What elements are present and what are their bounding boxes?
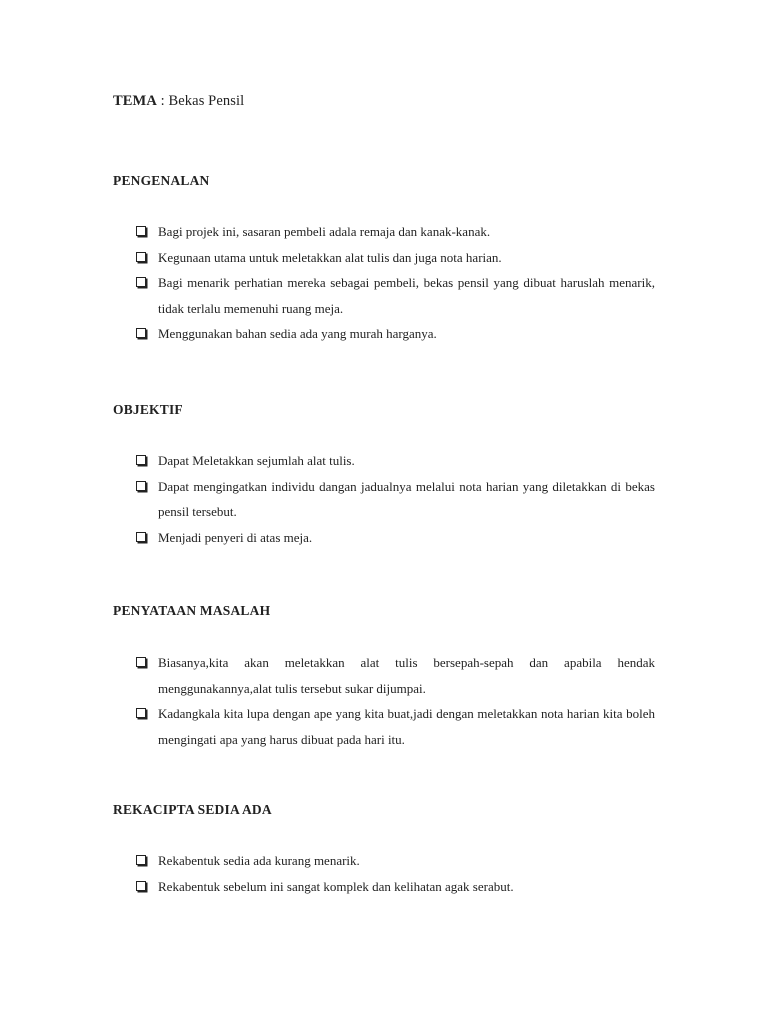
- theme-line: [113, 93, 244, 110]
- section-heading-objektif: OBJEKTIF: [113, 402, 183, 417]
- list-item: [136, 321, 655, 347]
- checkbox-bullet-icon: [136, 226, 146, 236]
- list-item-text: Biasanya,kita akan meletakkan alat tulis bersepah-sepah dan apabila hendak menggunakannya,alat tulis tersebut sukar dijumpai.: [158, 655, 655, 696]
- section-list-penyataan-masalah: [136, 650, 655, 752]
- list-item-text: Kadangkala kita lupa dengan ape yang kita buat,jadi dengan meletakkan nota harian kita boleh mengingati apa yang harus dibuat pada hari itu.: [158, 706, 655, 747]
- list-item-text: Dapat mengingatkan individu dangan jadualnya melalui nota harian yang diletakkan di bekas pensil tersebut.: [158, 478, 655, 519]
- list-item: [136, 701, 655, 752]
- checkbox-bullet-icon: [136, 657, 146, 667]
- theme-label: TEMA: [113, 93, 157, 109]
- checkbox-bullet-icon: [136, 252, 146, 262]
- list-item-text: Menggunakan bahan sedia ada yang murah harganya.: [158, 326, 437, 341]
- checkbox-bullet-icon: [136, 855, 146, 865]
- list-item: [136, 650, 655, 701]
- list-item-text: Dapat Meletakkan sejumlah alat tulis.: [158, 453, 355, 468]
- list-item-text: Bagi menarik perhatian mereka sebagai pembeli, bekas pensil yang dibuat haruslah menarik, tidak terlalu memenuhi ruang meja.: [158, 275, 655, 316]
- list-item: [136, 874, 655, 900]
- checkbox-bullet-icon: [136, 532, 146, 542]
- list-item-text: Bagi projek ini, sasaran pembeli adala remaja dan kanak-kanak.: [158, 224, 491, 239]
- list-item: [136, 848, 655, 874]
- list-item: [136, 474, 655, 525]
- list-item: [136, 448, 655, 474]
- section-list-pengenalan: [136, 219, 655, 347]
- list-item: [136, 219, 655, 245]
- list-item-text: Rekabentuk sebelum ini sangat komplek dan kelihatan agak serabut.: [158, 878, 514, 894]
- section-list-objektif: [136, 448, 655, 550]
- checkbox-bullet-icon: [136, 881, 146, 891]
- section-heading-penyataan-masalah: PENYATAAN MASALAH: [113, 603, 271, 618]
- section-heading-pengenalan: PENGENALAN: [113, 173, 210, 188]
- checkbox-bullet-icon: [136, 328, 146, 338]
- list-item-text: Menjadi penyeri di atas meja.: [158, 529, 313, 545]
- checkbox-bullet-icon: [136, 708, 146, 718]
- section-list-rekacipta-sedia-ada: [136, 848, 655, 899]
- list-item: [136, 525, 655, 551]
- list-item: [136, 270, 655, 321]
- list-item-text: Kegunaan utama untuk meletakkan alat tulis dan juga nota harian.: [158, 249, 502, 265]
- theme-value: Bekas Pensil: [168, 93, 245, 109]
- section-heading-rekacipta-sedia-ada: REKACIPTA SEDIA ADA: [113, 802, 272, 817]
- list-item-text: Rekabentuk sedia ada kurang menarik.: [158, 853, 360, 868]
- checkbox-bullet-icon: [136, 277, 146, 287]
- checkbox-bullet-icon: [136, 455, 146, 465]
- theme-separator: :: [156, 93, 169, 109]
- checkbox-bullet-icon: [136, 481, 146, 491]
- list-item: [136, 245, 655, 271]
